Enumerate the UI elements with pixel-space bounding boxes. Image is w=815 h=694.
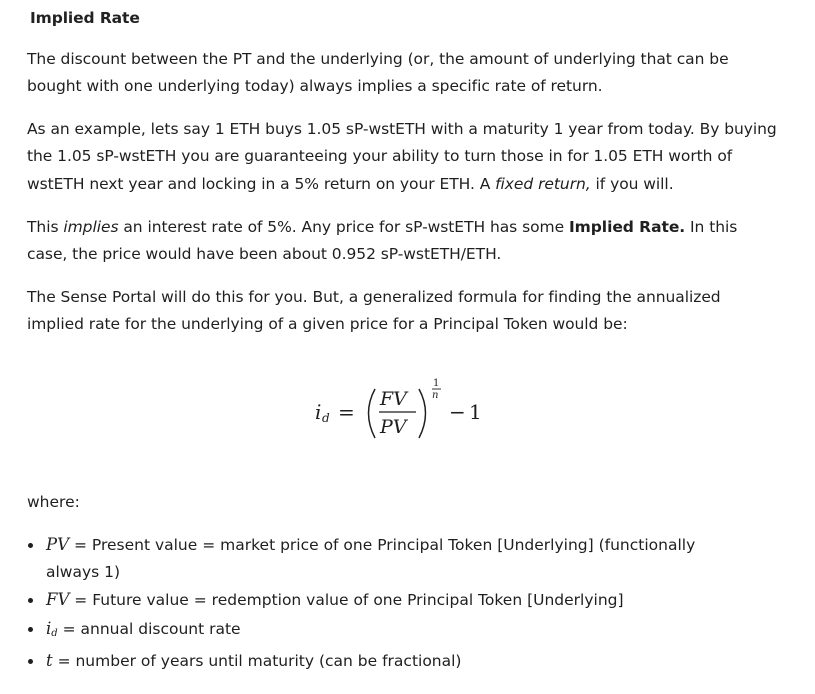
definition-t-text: = number of years until maturity (can be fractional): [52, 651, 462, 670]
formula-minus: −: [449, 400, 466, 424]
formula-lhs-sub: d: [322, 411, 330, 425]
variable-id: [46, 619, 58, 638]
paragraph-example-text: As an example, lets say 1 ETH buys 1.05 sP-wstETH with a maturity 1 year from today. By buying the 1.05 sP-wstETH you are guaranteeing your ability to turn those in for 1.05 ETH worth of wstETH next year and locking in a 5% return on your ETH. A: [27, 120, 777, 193]
paragraph-discount: The discount between the PT and the underlying (or, the amount of underlying that can be bought with one underlying today) always implies a specific rate of return.: [27, 50, 729, 96]
where-label: where:: [27, 493, 80, 511]
formula-exponent-numerator: 1: [433, 378, 440, 389]
paragraph-example-end: if you will.: [590, 174, 674, 193]
formula-left-paren: [369, 389, 376, 438]
definition-fv-text: = Future value = redemption value of one Principal Token [Underlying]: [69, 591, 624, 610]
definition-id: [27, 615, 747, 647]
formula-svg: [300, 370, 500, 450]
formula-one: 1: [469, 400, 482, 424]
formula-exponent-denominator: n: [432, 390, 439, 401]
emphasis-fixed-return: fixed return,: [495, 174, 591, 193]
formula-lhs-var: i: [315, 400, 322, 424]
bold-implied-rate: Implied Rate.: [568, 218, 686, 236]
formula-equals: =: [338, 400, 355, 424]
definition-fv: [27, 586, 747, 614]
definition-t: [27, 647, 747, 675]
definition-pv: [27, 531, 747, 586]
paragraph-implied-middle: an interest rate of 5%. Any price for sP-wstETH has some: [118, 218, 569, 236]
paragraph-implied-end: In this case, the price would have been about 0.952 sP-wstETH/ETH.: [27, 218, 738, 264]
variable-definitions: [27, 531, 747, 675]
implied-rate-formula: [0, 370, 815, 450]
definition-id-text: = annual discount rate: [57, 619, 241, 638]
formula-right-paren: [419, 389, 426, 438]
paragraph-implied-start: This: [27, 218, 64, 236]
formula-denominator: PV: [380, 416, 407, 438]
section-heading: Implied Rate: [30, 9, 140, 27]
emphasis-implies: implies: [63, 218, 119, 236]
paragraph-example: [27, 116, 777, 198]
paragraph-formula-intro: The Sense Portal will do this for you. But, a generalized formula for finding the annualized implied rate for the underlying of a given price for a Principal Token would be:: [27, 288, 721, 334]
paragraph-implied: [27, 214, 777, 269]
variable-t: t: [46, 650, 53, 670]
definition-pv-text: = Present value = market price of one Principal Token [Underlying] (functionally always 1): [46, 536, 696, 582]
variable-id-main: i: [46, 618, 52, 638]
formula-numerator: FV: [380, 388, 407, 410]
variable-id-sub: d: [51, 627, 58, 639]
variable-fv: FV: [46, 590, 70, 610]
variable-pv: PV: [46, 535, 70, 554]
